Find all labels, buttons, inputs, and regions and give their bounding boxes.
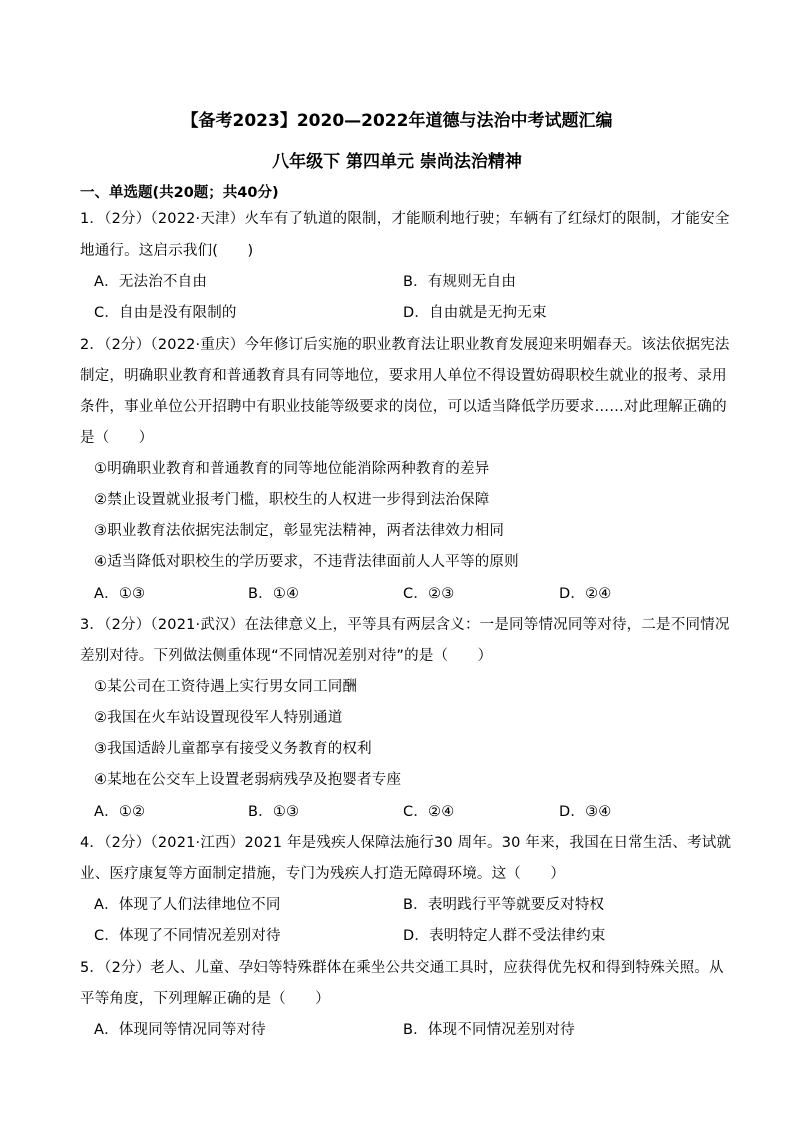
question-2-option-c: C．②③ [403, 586, 455, 602]
question-2-line-2: 制定，明确职业教育和普通教育具有同等地位，要求用人单位不得设置妨碍职校生就业的报考、录用 [80, 368, 727, 384]
question-5-line-2: 平等角度，下列理解正确的是（ ） [80, 991, 330, 1007]
question-4-option-a: A．体现了人们法律地位不同 [94, 897, 281, 913]
question-1-line-2: 地通行。这启示我们( ) [80, 243, 254, 259]
question-2-statement-1: ①明确职业教育和普通教育的同等地位能消除两种教育的差异 [94, 461, 490, 477]
question-1-option-a: A．无法治不自由 [94, 274, 208, 290]
question-3-option-d: D．③④ [559, 804, 612, 820]
question-1-option-d: D．自由就是无拘无束 [403, 305, 547, 321]
question-3-option-c: C．②④ [403, 804, 455, 820]
question-1-option-b: B．有规则无自由 [403, 274, 517, 290]
question-2-line-4: 是（ ） [80, 430, 154, 446]
question-3-statement-4: ④某地在公交车上设置老弱病残孕及抱婴者专座 [94, 772, 402, 788]
question-3-line-2: 差别对待。下列做法侧重体现“不同情况差别对待”的是（ ） [80, 648, 493, 664]
question-2-statement-4: ④适当降低对职校生的学历要求，不违背法律面前人人平等的原则 [94, 554, 519, 570]
question-3-option-a: A．①② [94, 804, 146, 820]
document-subtitle: 八年级下 第四单元 崇尚法治精神 [272, 152, 522, 172]
question-4-line-1: 4．（2分）（2021·江西）2021 年是残疾人保障法施行30 周年。30 年来，我国在日常生活、考试就 [80, 835, 732, 851]
section-heading: 一、单选题(共20题；共40分) [80, 185, 279, 201]
question-4-line-2: 业、医疗康复等方面制定措施，专门为残疾人打造无障碍环境。这（ ） [80, 866, 566, 882]
question-2-statement-3: ③职业教育法依据宪法制定，彰显宪法精神，两者法律效力相同 [94, 523, 505, 539]
question-5-option-b: B．体现不同情况差别对待 [403, 1022, 575, 1038]
question-3-option-b: B．①③ [248, 804, 300, 820]
question-4-option-c: C．体现了不同情况差别对待 [94, 928, 281, 944]
question-2-line-3: 条件，事业单位公开招聘中有职业技能等级要求的岗位，可以适当降低学历要求……对此理解正确的 [80, 399, 727, 415]
question-3-statement-3: ③我国适龄儿童都享有接受义务教育的权利 [94, 741, 372, 757]
question-5-line-1: 5．（2分）老人、儿童、孕妇等特殊群体在乘坐公共交通工具时，应获得优先权和得到特殊关照。从 [80, 960, 724, 976]
question-2-option-b: B．①④ [248, 586, 300, 602]
question-2-option-a: A．①③ [94, 586, 146, 602]
question-2-option-d: D．②④ [559, 586, 612, 602]
question-3-line-1: 3．（2分）（2021·武汉）在法律意义上，平等具有两层含义：一是同等情况同等对待，二是不同情况 [80, 617, 730, 633]
question-4-option-b: B．表明践行平等就要反对特权 [403, 897, 605, 913]
document-title: 【备考2023】2020—2022年道德与法治中考试题汇编 [181, 111, 613, 131]
question-4-option-d: D．表明特定人群不受法律约束 [403, 928, 606, 944]
question-2-line-1: 2．（2分）（2022·重庆）今年修订后实施的职业教育法让职业教育发展迎来明媚春天。该法依据宪法 [80, 337, 730, 353]
question-2-statement-2: ②禁止设置就业报考门槛，职校生的人权进一步得到法治保障 [94, 492, 490, 508]
question-3-statement-2: ②我国在火车站设置现役军人特别通道 [94, 710, 343, 726]
question-3-statement-1: ①某公司在工资待遇上实行男女同工同酬 [94, 679, 358, 695]
question-5-option-a: A．体现同等情况同等对待 [94, 1022, 266, 1038]
question-1-option-c: C．自由是没有限制的 [94, 305, 237, 321]
question-1-line-1: 1．（2分）（2022·天津）火车有了轨道的限制，才能顺利地行驶；车辆有了红绿灯的限制，才能安全 [80, 211, 730, 227]
